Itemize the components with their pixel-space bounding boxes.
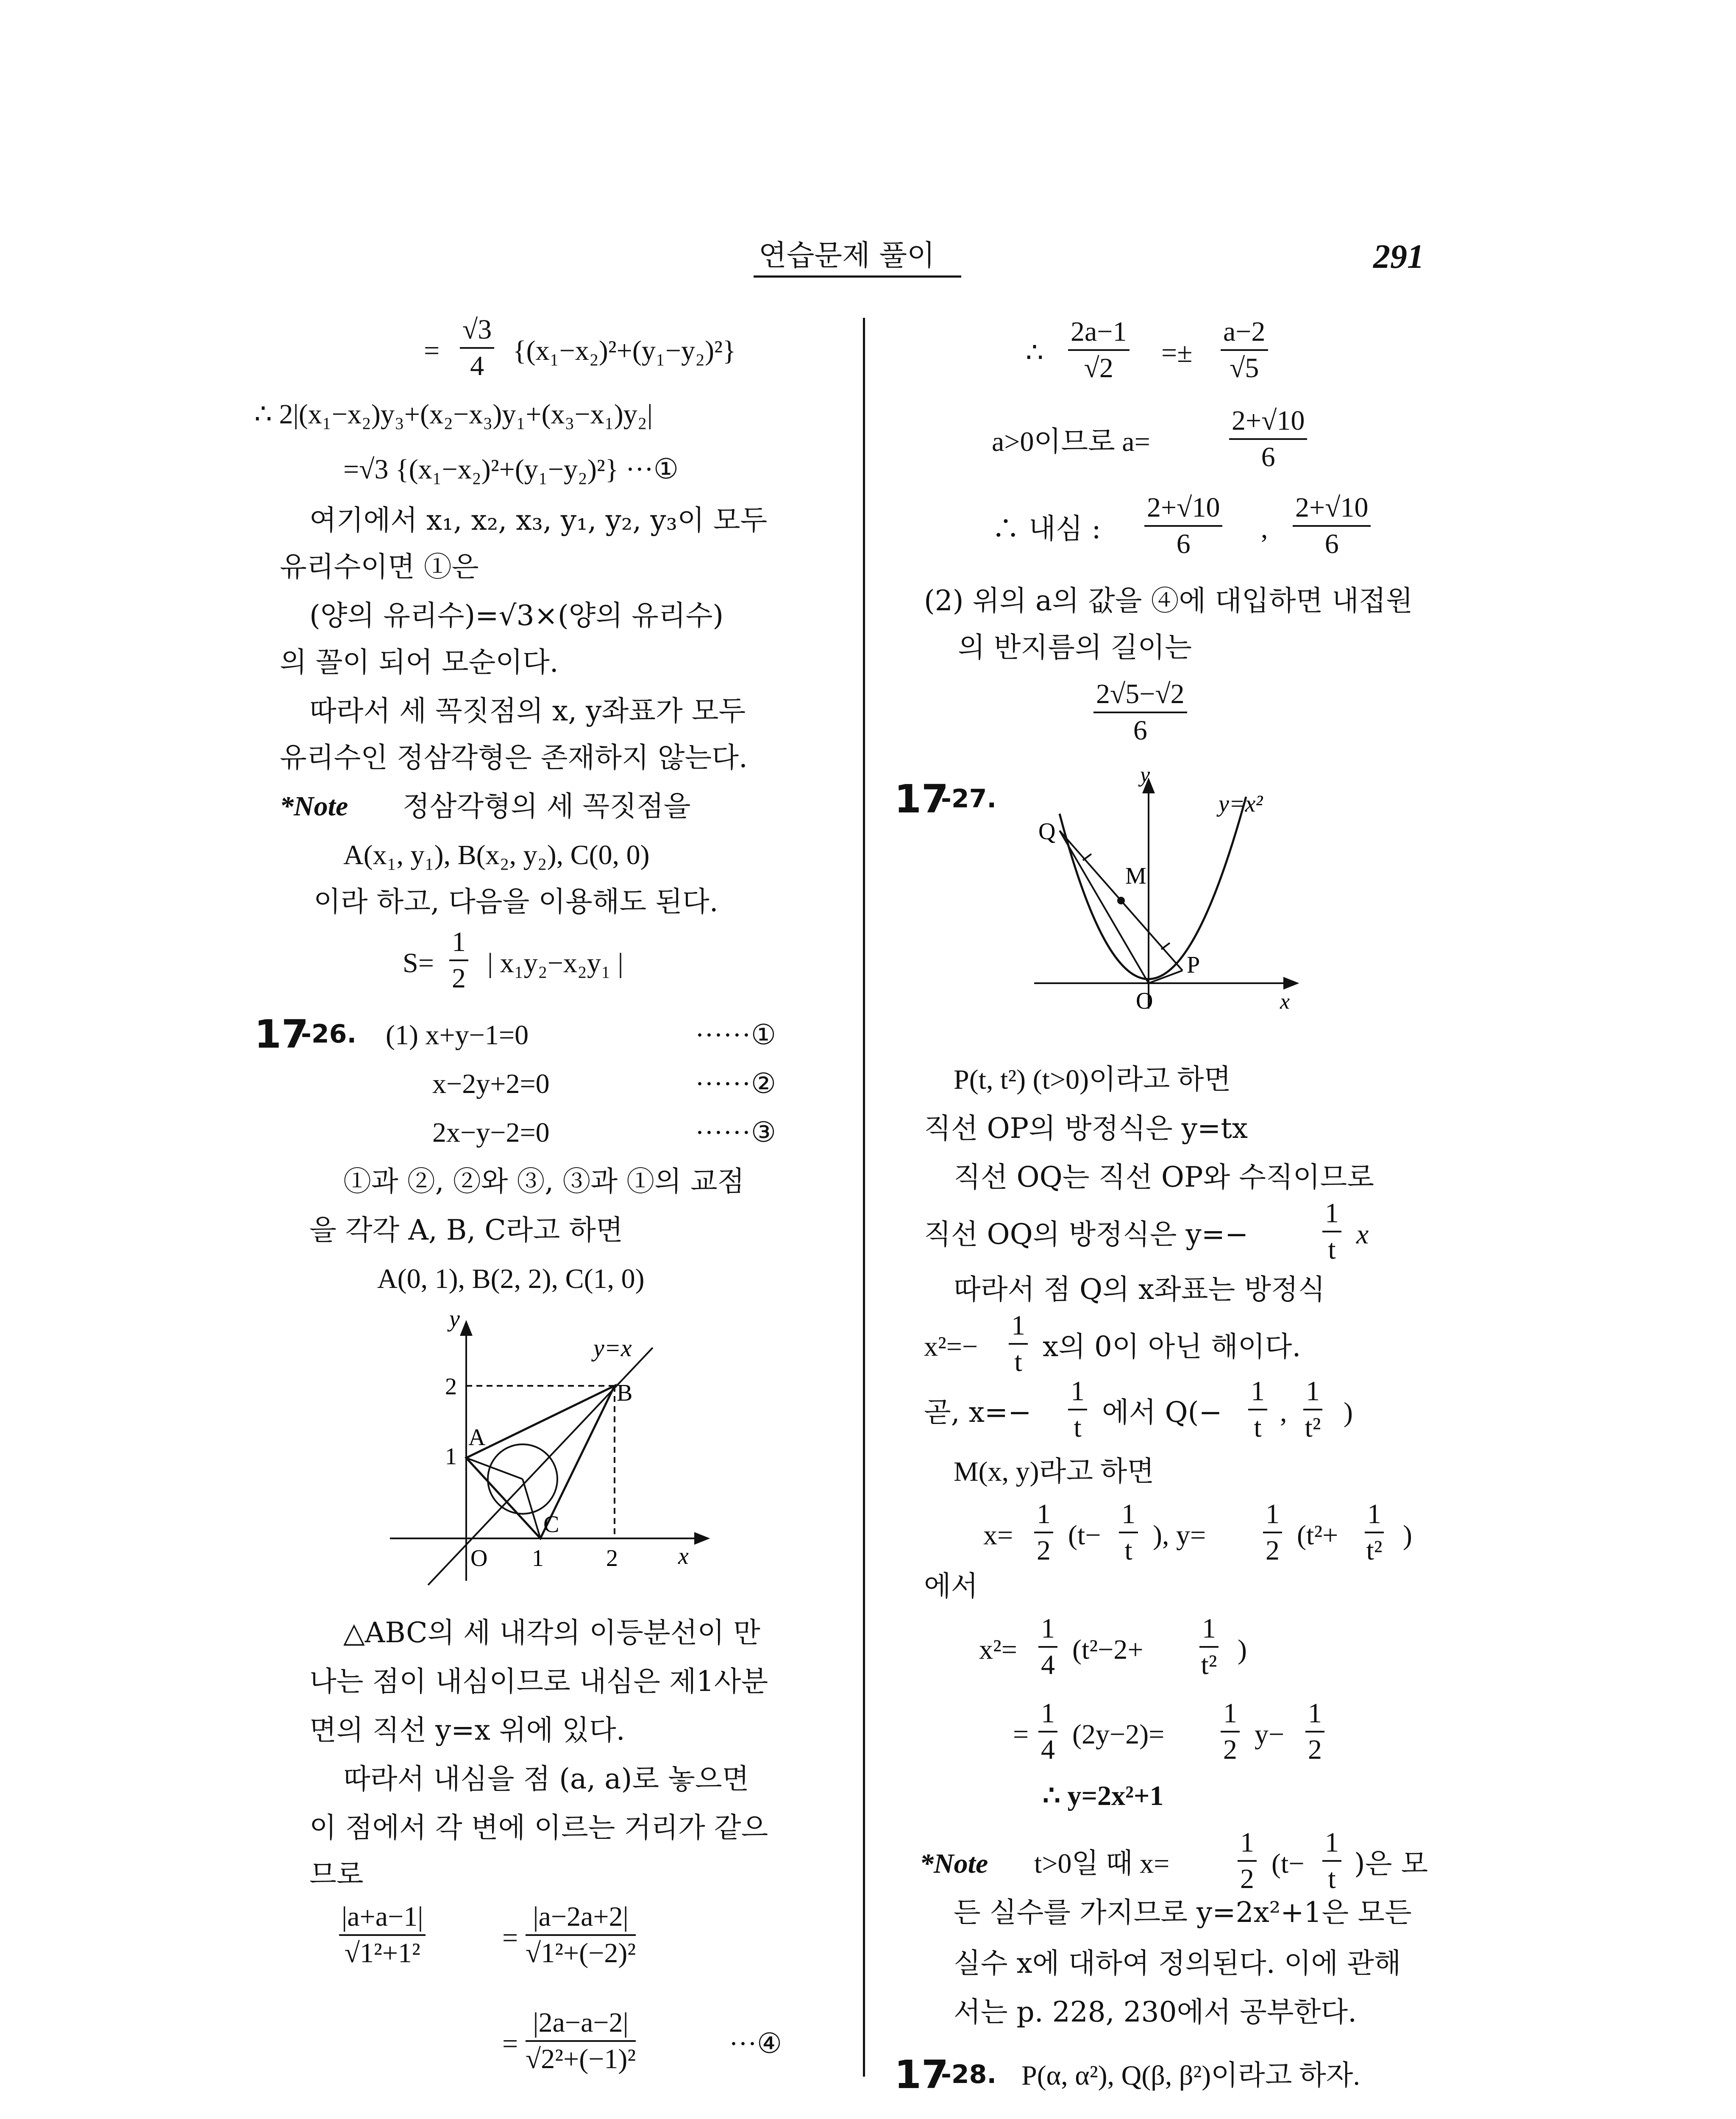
s7-comma: , — [1280, 1397, 1287, 1428]
s7-frac-3: $\frac{1}{\text{t²}}$ — [1303, 1377, 1322, 1442]
r6-frac: $\frac{2√5-√2}{6}$ — [1093, 680, 1187, 745]
s1-text: P(t, t²) (t>0)이라고 하면 — [954, 1064, 1231, 1095]
graph2-origin: O — [1136, 988, 1153, 1014]
para-line-1: 여기에서 x₁, x₂, x₃, y₁, y₂, y₃이 모두 — [309, 504, 768, 537]
problem-27-sub: -27. — [941, 784, 997, 814]
r3-frac-2: $\frac{2+√10}{6}$ — [1293, 494, 1371, 558]
r1-frac-1: $\frac{2a-1}{√2}$ — [1068, 318, 1130, 382]
r1-prefix: ∴ — [1026, 337, 1043, 368]
r2-text: a>0이므로 a= — [992, 426, 1150, 457]
y-axis-arrow — [461, 1322, 471, 1335]
s9-d: (t²+ — [1297, 1520, 1338, 1551]
s9-frac-3: $\frac{1}{2}$ — [1263, 1500, 1282, 1565]
eq-line3: =√3 {(x₁−x₂)²+(y₁−y₂)²} ···① — [343, 454, 679, 485]
p26-points: A(0, 1), B(2, 2), C(1, 0) — [377, 1263, 645, 1294]
s6-text: x²=− — [924, 1331, 978, 1362]
note-area-rest: | x₁y₂−x₂y₁ | — [487, 948, 623, 979]
p26-eq-3: 2x−y−2=0 — [432, 1117, 550, 1148]
triangle-abc — [466, 1386, 615, 1538]
graph1-line-label: y=x — [593, 1334, 632, 1362]
note-line-1: 정삼각형의 세 꼭짓점을 — [403, 790, 691, 823]
r2-frac: $\frac{2+√10}{6}$ — [1229, 407, 1307, 471]
note-area-frac: $\frac{1}{2}$ — [449, 928, 468, 993]
s2-text: 직선 OP의 방정식은 y=tx — [924, 1112, 1248, 1145]
parabola-curve — [1060, 797, 1246, 979]
eq-line1-frac: $\frac{√3}{4}$ — [460, 316, 494, 380]
distance-eq-2: = — [502, 2028, 518, 2059]
triangle-incircle-graph — [381, 1310, 737, 1602]
tick-mark-2 — [1161, 943, 1170, 949]
point-c-label: C — [543, 1511, 559, 1538]
midpoint-m — [1118, 898, 1124, 904]
point-p-label: P — [1187, 952, 1200, 978]
x-axis-arrow — [695, 1533, 708, 1543]
r3-comma: , — [1261, 513, 1268, 544]
distance-eq-1: = — [502, 1922, 518, 1953]
problem-28-sub: -28. — [941, 2060, 997, 2089]
note-label: *Note — [280, 791, 348, 822]
p26-text-3: △ABC의 세 내각의 이등분선이 만 — [343, 1616, 760, 1649]
problem-28-text: P(α, α²), Q(β, β²)이라고 하자. — [1021, 2060, 1360, 2091]
r1-frac-2: $\frac{a-2}{√5}$ — [1221, 318, 1268, 382]
graph1-y-tick-1: 1 — [445, 1443, 457, 1470]
parabola-graph — [1026, 771, 1348, 1017]
p26-text-2: 을 각각 A, B, C라고 하면 — [309, 1214, 623, 1246]
s7-frac-1: $\frac{1}{t}$ — [1068, 1377, 1087, 1442]
s9-b: (t− — [1068, 1520, 1101, 1551]
s4-text: 직선 OQ의 방정식은 y=− — [924, 1218, 1249, 1251]
r3-frac-1: $\frac{2+√10}{6}$ — [1144, 494, 1222, 558]
s9-e: ) — [1403, 1520, 1412, 1551]
para-line-6: 유리수인 정삼각형은 존재하지 않는다. — [280, 741, 748, 774]
note-line-3: 이라 하고, 다음을 이용해도 된다. — [314, 885, 718, 918]
n1-a: t>0일 때 x= — [1034, 1848, 1170, 1879]
result-equation: ∴ y=2x²+1 — [1043, 1780, 1164, 1811]
tick-mark-1 — [1083, 854, 1091, 860]
p26-text-1: ①과 ②, ②와 ③, ③과 ①의 교점 — [343, 1165, 745, 1198]
problem-26-sub: -26. — [301, 1019, 357, 1049]
s9-a: x= — [983, 1520, 1013, 1551]
distance-frac-2: $\frac{|a-2a+2|}{\text{√1²+(−2)²}}$ — [526, 1901, 636, 1969]
s11-a: x²= — [979, 1634, 1018, 1665]
s12-a: = — [1013, 1719, 1029, 1750]
para-line-4: 의 꼴이 되어 모순이다. — [280, 646, 559, 679]
s4-frac: $\frac{1}{t}$ — [1322, 1199, 1341, 1264]
p26-text-6: 따라서 내심을 점 (a, a)로 놓으면 — [343, 1763, 749, 1795]
r4-text: (2) 위의 a의 값을 ④에 대입하면 내접원 — [924, 584, 1413, 617]
n1-c: )은 모 — [1354, 1847, 1428, 1880]
s12-c: y− — [1255, 1719, 1285, 1750]
s12-b: (2y−2)= — [1072, 1719, 1165, 1750]
graph1-x-tick-1: 1 — [532, 1545, 544, 1571]
s9-frac-2: $\frac{1}{t}$ — [1119, 1500, 1138, 1565]
p26-tag-3: ······③ — [695, 1117, 776, 1148]
s12-frac-1: $\frac{1}{4}$ — [1038, 1699, 1057, 1764]
s11-frac-2: $\frac{1}{\text{t²}}$ — [1199, 1615, 1219, 1679]
s7-frac-2: $\frac{1}{t}$ — [1248, 1377, 1267, 1442]
s9-frac-1: $\frac{1}{2}$ — [1034, 1500, 1053, 1565]
s6-end: x의 0이 아닌 해이다. — [1043, 1330, 1301, 1363]
eq-line2: ∴ 2|(x₁−x₂)y₃+(x₂−x₃)y₁+(x₃−x₁)y₂| — [254, 399, 653, 430]
n1-frac-2: $\frac{1}{t}$ — [1322, 1829, 1341, 1893]
s7-mid: 에서 Q(− — [1102, 1396, 1222, 1429]
r1-mid: =± — [1161, 337, 1193, 368]
s3-text: 직선 OQ는 직선 OP와 수직이므로 — [954, 1161, 1374, 1193]
p26-tag-2: ······② — [695, 1068, 776, 1099]
point-m-label: M — [1125, 863, 1146, 889]
note-area-prefix: S= — [403, 948, 434, 979]
column-divider — [863, 318, 865, 2077]
s10-text: 에서 — [924, 1570, 978, 1602]
s12-frac-3: $\frac{1}{2}$ — [1305, 1699, 1324, 1764]
n3-text: 실수 x에 대하여 정의된다. 이에 관해 — [954, 1947, 1401, 1980]
p26-eq-2: x−2y+2=0 — [432, 1068, 550, 1099]
graph1-y-tick-2: 2 — [445, 1374, 457, 1400]
s11-frac-1: $\frac{1}{4}$ — [1038, 1615, 1057, 1679]
para-line-3: (양의 유리수)=√3×(양의 유리수) — [309, 599, 724, 632]
s11-c: ) — [1238, 1634, 1247, 1665]
s7-end: ) — [1344, 1397, 1353, 1428]
point-a-label: A — [468, 1424, 486, 1451]
p26-text-4: 나는 점이 내심이므로 내심은 제1사분 — [309, 1665, 768, 1698]
graph1-x-label: x — [678, 1543, 689, 1569]
point-b-label: B — [617, 1380, 633, 1406]
s11-b: (t²−2+ — [1072, 1634, 1143, 1665]
s12-frac-2: $\frac{1}{2}$ — [1221, 1699, 1240, 1764]
p26-text-8: 므로 — [309, 1858, 364, 1891]
s5-text: 따라서 점 Q의 x좌표는 방정식 — [954, 1273, 1325, 1306]
x-axis-arrow — [1284, 978, 1297, 988]
n1-frac-1: $\frac{1}{2}$ — [1238, 1829, 1257, 1893]
graph1-y-label: y — [449, 1310, 460, 1332]
p26-tag-1: ······① — [695, 1020, 776, 1051]
note-line-2: A(x₁, y₁), B(x₂, y₂), C(0, 0) — [343, 840, 650, 870]
graph2-curve-label: y=x² — [1219, 791, 1263, 817]
problem-27-number: 17 — [894, 776, 949, 822]
n4-text: 서는 p. 228, 230에서 공부한다. — [954, 1996, 1357, 2028]
n1-b: (t− — [1271, 1848, 1305, 1879]
s9-c: ), y= — [1153, 1520, 1206, 1551]
r3-prefix: ∴ 내심 : — [992, 512, 1101, 545]
page-number: 291 — [1373, 238, 1424, 275]
graph1-origin: O — [470, 1545, 488, 1571]
para-line-2: 유리수이면 ①은 — [280, 551, 479, 583]
segment-oq — [1060, 831, 1149, 983]
s4-end: x — [1356, 1219, 1369, 1250]
s7-text: 곧, x=− — [924, 1396, 1032, 1429]
graph2-x-label: x — [1280, 990, 1290, 1014]
distance-frac-1: $\frac{|a+a-1|}{\text{√1²+1²}}$ — [339, 1903, 426, 1967]
para-line-5: 따라서 세 꼭짓점의 x, y좌표가 모두 — [309, 695, 746, 727]
graph1-x-tick-2: 2 — [606, 1545, 618, 1571]
running-header: 연습문제 풀이 — [759, 239, 935, 273]
s8-text: M(x, y)라고 하면 — [954, 1456, 1155, 1487]
p26-text-7: 이 점에서 각 변에 이르는 거리가 같으 — [309, 1811, 768, 1844]
header-underline — [754, 275, 961, 278]
eq-line1-prefix: = — [424, 335, 440, 366]
n2-text: 든 실수를 가지므로 y=2x²+1은 모든 — [954, 1896, 1412, 1929]
s6-frac: $\frac{1}{t}$ — [1009, 1312, 1028, 1376]
s9-frac-4: $\frac{1}{\text{t²}}$ — [1365, 1500, 1384, 1565]
p26-eq-1: (1) x+y−1=0 — [386, 1020, 529, 1051]
p26-text-5: 면의 직선 y=x 위에 있다. — [309, 1714, 625, 1746]
eq-line1-rest: {(x₁−x₂)²+(y₁−y₂)²} — [513, 335, 736, 366]
problem-28-number: 17 — [894, 2052, 949, 2097]
distance-frac-3: $\frac{|2a-a-2|}{\text{√2²+(−1)²}}$ — [526, 2007, 636, 2075]
point-q-label: Q — [1038, 818, 1056, 845]
r5-text: 의 반지름의 길이는 — [958, 631, 1192, 664]
distance-tag-4: ···④ — [729, 2028, 782, 2059]
graph2-y-label: y — [1140, 771, 1150, 787]
note-label-right: *Note — [920, 1848, 988, 1879]
problem-26-number: 17 — [254, 1012, 309, 1057]
